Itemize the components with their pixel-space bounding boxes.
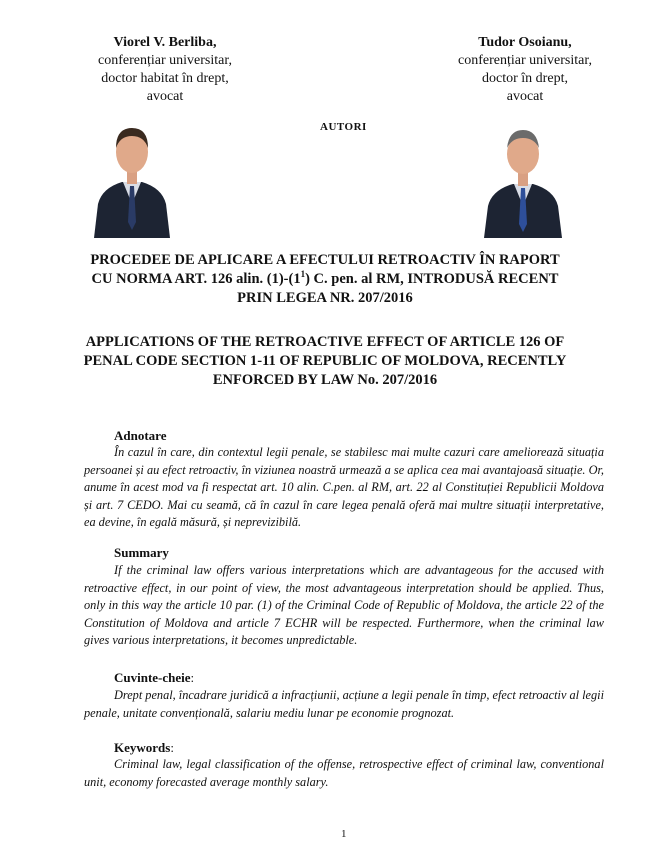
author-left-degree: doctor habitat în drept,	[101, 71, 229, 86]
author-left-photo	[92, 112, 172, 238]
summary-text: If the criminal law offers various interpretations which are advantageous for the accused with retroactive effect, in our point of view, the most advantageous interpretation should be applied. Thus, only in this way the article 10 par. (1) of the Criminal Code of Republic of Moldova, the article 22 of the Constitution of Moldova and article 7 ECHR will be respected. Furthermore, when the criminal law gives various interpretations, it becomes unpredictable.	[84, 563, 604, 647]
title-en-line3: ENFORCED BY LAW No. 207/2016	[212, 372, 438, 388]
title-en-line1: APPLICATIONS OF THE RETROACTIVE EFFECT OF ARTICLE 126 OF	[85, 334, 565, 350]
title-ro-line2: CU NORMA ART. 126 alin. $(1)-(1^1)$ C. pen. al RM, INTRODUSĂ RECENT	[91, 269, 559, 287]
author-left-profession: avocat	[146, 89, 184, 104]
author-right-photo	[482, 116, 564, 238]
author-right	[430, 34, 620, 106]
title-english	[60, 333, 590, 390]
title-en-line2: PENAL CODE SECTION 1-11 OF REPUBLIC OF MOLDOVA, RECENTLY	[83, 353, 567, 369]
author-left-name: Viorel V. Berliba,	[113, 35, 217, 50]
cuvinte-cheie-heading: Cuvinte-cheie:	[114, 670, 195, 685]
author-left	[70, 34, 260, 106]
title-romanian	[60, 251, 590, 308]
author-left-title: conferențiar universitar,	[98, 53, 232, 68]
author-right-degree: doctor în drept,	[482, 71, 568, 86]
title-ro-line1: PROCEDEE DE APLICARE A EFECTULUI RETROACTIV ÎN RAPORT	[90, 252, 560, 268]
page-number: 1	[341, 828, 347, 840]
keywords-text: Criminal law, legal classification of the offense, retrospective effect of criminal law, conventional unit, economy forecasted average monthly salary.	[84, 757, 604, 789]
author-right-profession: avocat	[506, 89, 544, 104]
keywords-heading: Keywords:	[114, 740, 174, 755]
adnotare-text: În cazul în care, din contextul legii penale, se stabilesc mai multe cazuri care ameliorează situația persoanei și au efect retroactiv, în viziunea noastră urmează a se aplica cea mai avantajoasă situație. Or, anume în acest mod va fi respectat art. 10 alin. C.pen. al RM, art. 22 al Constituției Republicii Moldova și art. 7 CEDO. Mai cu seamă, că în cazul în care legea penală oferă mai multre situații interpretative, ea devine, în egală măsură, și neprevizibilă.	[84, 445, 604, 529]
author-right-name: Tudor Osoianu,	[478, 35, 572, 50]
author-right-title: conferențiar universitar,	[458, 53, 592, 68]
adnotare-heading: Adnotare	[114, 428, 167, 443]
title-ro-line3: PRIN LEGEA NR. 207/2016	[237, 290, 413, 306]
authors-label: AUTORI	[320, 121, 367, 133]
cuvinte-cheie-text: Drept penal, încadrare juridică a infracțiunii, acțiune a legii penale în timp, efect retroactiv al legii penale, unitate convențională, salariu mediu lunar pe economie prognozat.	[84, 688, 604, 720]
summary-heading: Summary	[114, 545, 169, 560]
